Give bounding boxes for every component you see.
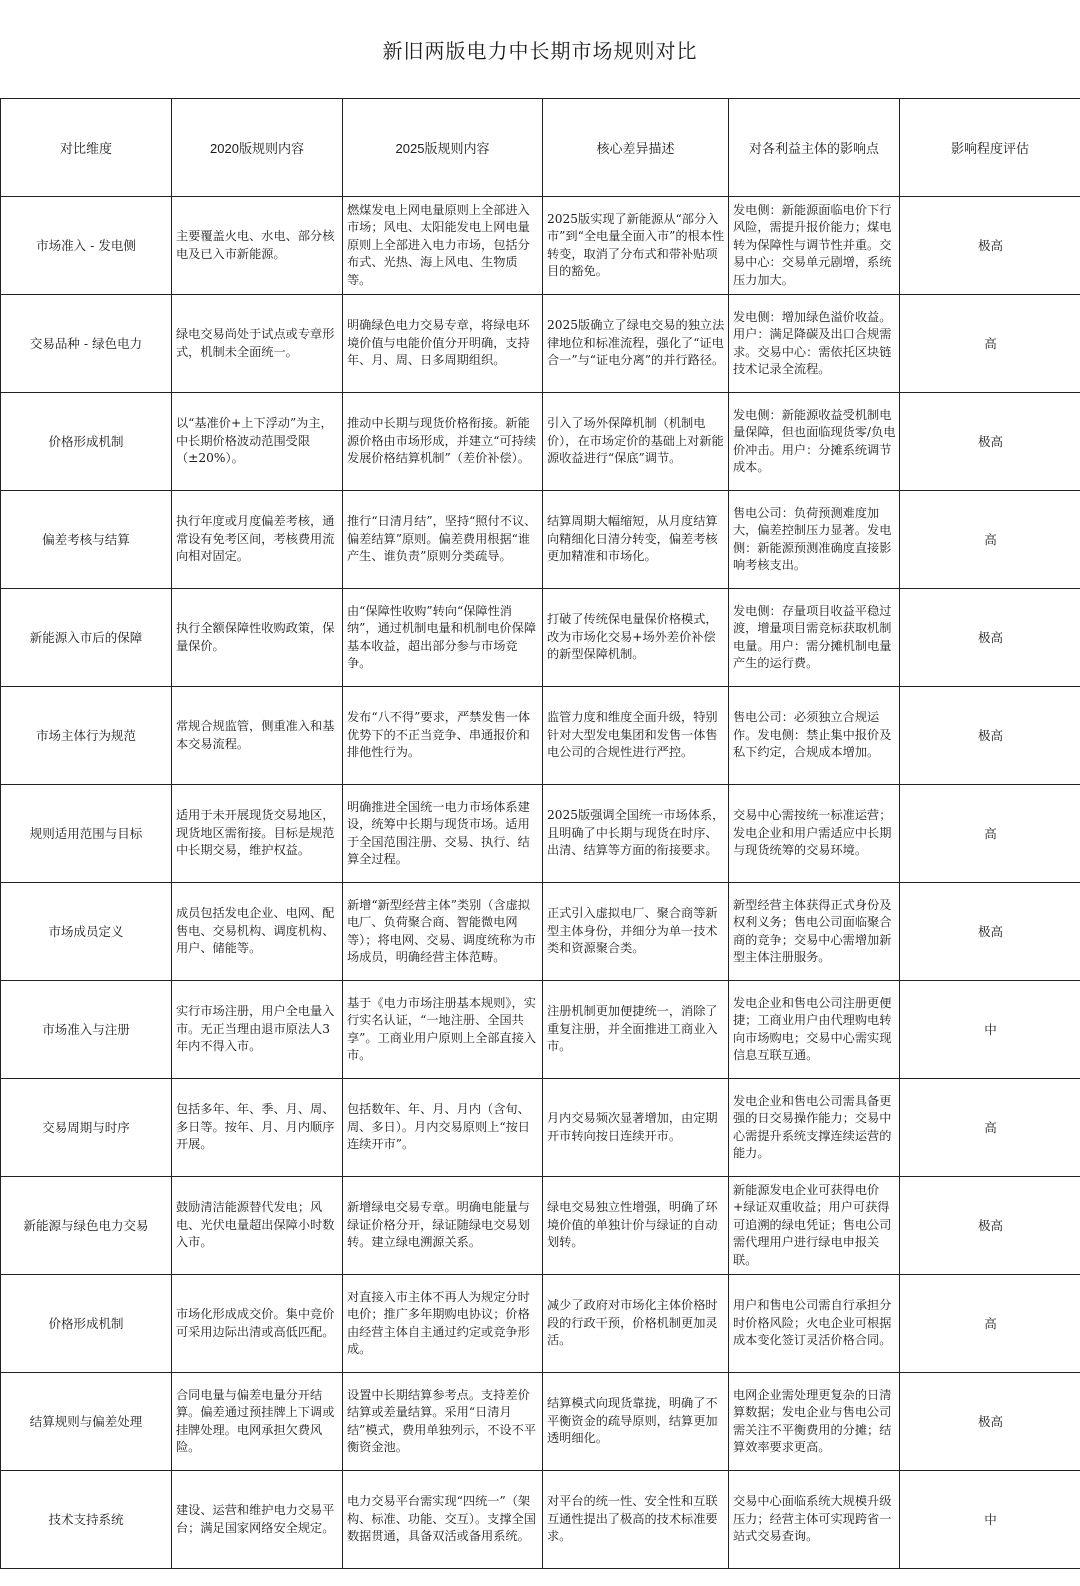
cell-dimension: 市场成员定义 <box>1 883 172 981</box>
cell-impact: 用户和售电公司需自行承担分时价格风险；火电企业可根据成本变化签订灵活价格合同。 <box>729 1275 900 1373</box>
cell-impact: 新能源发电企业可获得电价+绿证双重收益；用户可获得可追溯的绿电凭证；售电公司需代理用户进行绿电申报关联。 <box>729 1177 900 1275</box>
table-row <box>1 589 1080 687</box>
cell-impact: 交易中心需按统一标准运营；发电企业和用户需适应中长期与现货统筹的交易环境。 <box>729 785 900 883</box>
page-title: 新旧两版电力中长期市场规则对比 <box>382 38 698 63</box>
table-header-row <box>1 99 1080 197</box>
cell-level: 中 <box>900 1471 1080 1569</box>
table-row <box>1 197 1080 295</box>
table-row <box>1 883 1080 981</box>
cell-dimension: 偏差考核与结算 <box>1 491 172 589</box>
cell-2020: 以“基准价+上下浮动”为主，中长期价格波动范围受限（±20%）。 <box>172 393 343 491</box>
cell-level: 极高 <box>900 589 1080 687</box>
cell-2025: 发布“八不得”要求，严禁发售一体优势下的不正当竞争、串通报价和排他性行为。 <box>343 687 543 785</box>
cell-2025: 新增“新型经营主体”类别（含虚拟电厂、负荷聚合商、智能微电网等）；将电网、交易、调度统称为市场成员，明确经营主体范畴。 <box>343 883 543 981</box>
cell-2025: 包括数年、年、月、月内（含旬、周、多日）。月内交易原则上“按日连续开市”。 <box>343 1079 543 1177</box>
comparison-table <box>0 98 1080 1569</box>
table-row <box>1 981 1080 1079</box>
cell-2020: 常规合规监管，侧重准入和基本交易流程。 <box>172 687 343 785</box>
table-row <box>1 687 1080 785</box>
cell-diff: 注册机制更加便捷统一，消除了重复注册，并全面推进工商业入市。 <box>543 981 729 1079</box>
cell-dimension: 新能源与绿色电力交易 <box>1 1177 172 1275</box>
cell-diff: 对平台的统一性、安全性和互联互通性提出了极高的技术标准要求。 <box>543 1471 729 1569</box>
cell-impact: 售电公司：必须独立合规运作。发电侧：禁止集中报价及私下约定，合规成本增加。 <box>729 687 900 785</box>
cell-dimension: 技术支持系统 <box>1 1471 172 1569</box>
table-row <box>1 785 1080 883</box>
cell-impact: 交易中心面临系统大规模升级压力；经营主体可实现跨省一站式交易查询。 <box>729 1471 900 1569</box>
cell-2020: 绿电交易尚处于试点或专章形式，机制未全面统一。 <box>172 295 343 393</box>
cell-2025: 新增绿电交易专章。明确电能量与绿证价格分开，绿证随绿电交易划转。建立绿电溯源关系。 <box>343 1177 543 1275</box>
table-row <box>1 1373 1080 1471</box>
table-row <box>1 1471 1080 1569</box>
cell-level: 高 <box>900 295 1080 393</box>
cell-2025: 由“保障性收购”转向“保障性消纳”，通过机制电量和机制电价保障基本收益，超出部分参与市场竞争。 <box>343 589 543 687</box>
header-dimension: 对比维度 <box>1 99 172 197</box>
table-row <box>1 491 1080 589</box>
cell-2020: 适用于未开展现货交易地区，现货地区需衔接。目标是规范中长期交易，维护权益。 <box>172 785 343 883</box>
cell-impact: 发电侧：增加绿色溢价收益。用户：满足降碳及出口合规需求。交易中心：需依托区块链技术记录全流程。 <box>729 295 900 393</box>
table-row <box>1 1177 1080 1275</box>
table-row <box>1 393 1080 491</box>
cell-dimension: 市场主体行为规范 <box>1 687 172 785</box>
cell-2025: 明确绿色电力交易专章，将绿电环境价值与电能价值分开明确，支持年、月、周、日多周期组织。 <box>343 295 543 393</box>
table-row <box>1 1079 1080 1177</box>
header-diff: 核心差异描述 <box>543 99 729 197</box>
cell-dimension: 价格形成机制 <box>1 1275 172 1373</box>
cell-2020: 鼓励清洁能源替代发电；风电、光伏电量超出保障小时数入市。 <box>172 1177 343 1275</box>
cell-impact: 发电侧：新能源面临电价下行风险，需提升报价能力；煤电转为保障性与调节性并重。交易中心：交易单元剧增，系统压力加大。 <box>729 197 900 295</box>
cell-impact: 发电侧：存量项目收益平稳过渡，增量项目需竞标获取机制电量。用户：需分摊机制电量产生的运行费。 <box>729 589 900 687</box>
cell-dimension: 价格形成机制 <box>1 393 172 491</box>
cell-2020: 合同电量与偏差电量分开结算。偏差通过预挂牌上下调或挂牌处理。电网承担欠费风险。 <box>172 1373 343 1471</box>
cell-level: 极高 <box>900 687 1080 785</box>
cell-dimension: 结算规则与偏差处理 <box>1 1373 172 1471</box>
cell-diff: 2025版确立了绿电交易的独立法律地位和标准流程，强化了“证电合一”与“证电分离”的并行路径。 <box>543 295 729 393</box>
cell-level: 极高 <box>900 1373 1080 1471</box>
cell-2025: 电力交易平台需实现“四统一”（架构、标准、功能、交互）。支撑全国数据贯通，具备双活或备用系统。 <box>343 1471 543 1569</box>
cell-dimension: 交易周期与时序 <box>1 1079 172 1177</box>
cell-2025: 推动中长期与现货价格衔接。新能源价格由市场形成，并建立“可持续发展价格结算机制”（差价补偿）。 <box>343 393 543 491</box>
cell-2020: 市场化形成成交价。集中竞价可采用边际出清或高低匹配。 <box>172 1275 343 1373</box>
cell-dimension: 规则适用范围与目标 <box>1 785 172 883</box>
cell-2025: 基于《电力市场注册基本规则》，实行实名认证，“一地注册、全国共享”。工商业用户原则上全部直接入市。 <box>343 981 543 1079</box>
cell-2025: 设置中长期结算参考点。支持差价结算或差量结算。采用“日清月结”模式，费用单独列示，不设不平衡资金池。 <box>343 1373 543 1471</box>
cell-diff: 月内交易频次显著增加，由定期开市转向按日连续开市。 <box>543 1079 729 1177</box>
cell-diff: 打破了传统保电量保价格模式，改为市场化交易+场外差价补偿的新型保障机制。 <box>543 589 729 687</box>
cell-diff: 减少了政府对市场化主体价格时段的行政干预，价格机制更加灵活。 <box>543 1275 729 1373</box>
cell-level: 极高 <box>900 393 1080 491</box>
cell-diff: 2025版实现了新能源从“部分入市”到“全电量全面入市”的根本性转变，取消了分布式和带补贴项目的豁免。 <box>543 197 729 295</box>
cell-level: 高 <box>900 785 1080 883</box>
cell-diff: 监管力度和维度全面升级，特别针对大型发电集团和发售一体售电公司的合规性进行严控。 <box>543 687 729 785</box>
cell-diff: 结算模式向现货靠拢，明确了不平衡资金的疏导原则，结算更加透明细化。 <box>543 1373 729 1471</box>
cell-impact: 发电企业和售电公司注册更便捷；工商业用户由代理购电转向市场购电；交易中心需实现信息互联互通。 <box>729 981 900 1079</box>
cell-level: 高 <box>900 491 1080 589</box>
header-2020: 2020版规则内容 <box>172 99 343 197</box>
header-impact: 对各利益主体的影响点 <box>729 99 900 197</box>
cell-impact: 售电公司：负荷预测难度加大，偏差控制压力显著。发电侧：新能源预测准确度直接影响考核支出。 <box>729 491 900 589</box>
cell-2020: 包括多年、年、季、月、周、多日等。按年、月、月内顺序开展。 <box>172 1079 343 1177</box>
header-2025: 2025版规则内容 <box>343 99 543 197</box>
cell-diff: 引入了场外保障机制（机制电价），在市场定价的基础上对新能源收益进行“保底”调节。 <box>543 393 729 491</box>
cell-dimension: 市场准入与注册 <box>1 981 172 1079</box>
cell-impact: 新型经营主体获得正式身份及权利义务；售电公司面临聚合商的竞争；交易中心需增加新型主体注册服务。 <box>729 883 900 981</box>
cell-2020: 执行年度或月度偏差考核，通常设有免考区间，考核费用流向相对固定。 <box>172 491 343 589</box>
cell-diff: 绿电交易独立性增强，明确了环境价值的单独计价与绿证的自动划转。 <box>543 1177 729 1275</box>
cell-2020: 成员包括发电企业、电网、配售电、交易机构、调度机构、用户、储能等。 <box>172 883 343 981</box>
cell-dimension: 新能源入市后的保障 <box>1 589 172 687</box>
cell-2020: 实行市场注册，用户全电量入市。无正当理由退市原法人3年内不得入市。 <box>172 981 343 1079</box>
cell-impact: 发电侧：新能源收益受机制电量保障，但也面临现货零/负电价冲击。用户：分摊系统调节成本。 <box>729 393 900 491</box>
cell-2025: 明确推进全国统一电力市场体系建设，统筹中长期与现货市场。适用于全国范围注册、交易、执行、结算全过程。 <box>343 785 543 883</box>
cell-2020: 建设、运营和维护电力交易平台；满足国家网络安全规定。 <box>172 1471 343 1569</box>
cell-2020: 主要覆盖火电、水电、部分核电及已入市新能源。 <box>172 197 343 295</box>
cell-impact: 电网企业需处理更复杂的日清算数据；发电企业与售电公司需关注不平衡费用的分摊；结算效率要求更高。 <box>729 1373 900 1471</box>
cell-level: 高 <box>900 1079 1080 1177</box>
cell-2025: 推行“日清月结”，坚持“照付不议、偏差结算”原则。偏差费用根据“谁产生、谁负责”原则分类疏导。 <box>343 491 543 589</box>
cell-dimension: 市场准入 - 发电侧 <box>1 197 172 295</box>
cell-diff: 结算周期大幅缩短，从月度结算向精细化日清分转变，偏差考核更加精准和市场化。 <box>543 491 729 589</box>
cell-2020: 执行全额保障性收购政策，保量保价。 <box>172 589 343 687</box>
cell-level: 极高 <box>900 197 1080 295</box>
cell-dimension: 交易品种 - 绿色电力 <box>1 295 172 393</box>
cell-level: 高 <box>900 1275 1080 1373</box>
header-level: 影响程度评估 <box>900 99 1080 197</box>
cell-level: 中 <box>900 981 1080 1079</box>
table-row <box>1 1275 1080 1373</box>
cell-diff: 2025版强调全国统一市场体系，且明确了中长期与现货在时序、出清、结算等方面的衔接要求。 <box>543 785 729 883</box>
cell-diff: 正式引入虚拟电厂、聚合商等新型主体身份，并细分为单一技术类和资源聚合类。 <box>543 883 729 981</box>
cell-level: 极高 <box>900 883 1080 981</box>
cell-2025: 对直接入市主体不再人为规定分时电价；推广多年期购电协议；价格由经营主体自主通过约定或竞争形成。 <box>343 1275 543 1373</box>
cell-impact: 发电企业和售电公司需具备更强的日交易操作能力；交易中心需提升系统支撑连续运营的能力。 <box>729 1079 900 1177</box>
cell-level: 极高 <box>900 1177 1080 1275</box>
cell-2025: 燃煤发电上网电量原则上全部进入市场；风电、太阳能发电上网电量原则上全部进入电力市场，包括分布式、光热、海上风电、生物质等。 <box>343 197 543 295</box>
table-row <box>1 295 1080 393</box>
